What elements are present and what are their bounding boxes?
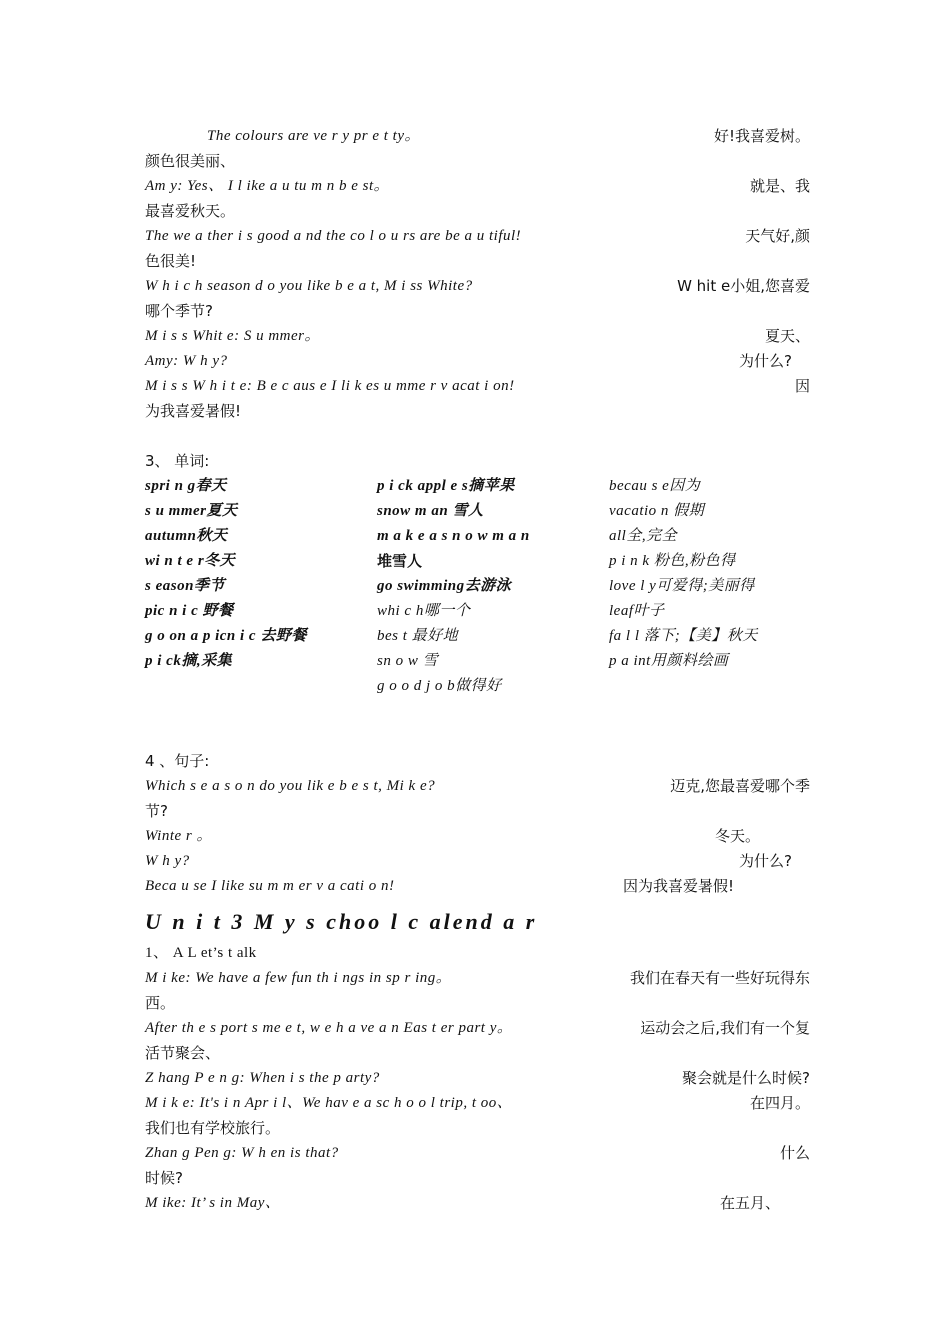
dialogue-line: Amy: W h y? 为什么? — [145, 352, 792, 370]
cn-continuation: 最喜爱秋天。 — [145, 202, 236, 220]
section-heading-talk: 1、 A L et’s t alk — [145, 945, 257, 961]
vocab-item: s eason季节 — [145, 578, 225, 594]
vocab-item: 堆雪人 — [377, 552, 423, 570]
dialogue-line: M ike: It’ s in May、 在五月、 — [145, 1194, 780, 1212]
cn-continuation: 色很美! — [145, 252, 197, 270]
dialogue-line: Zhan g Pen g: W h en is that? 什么 — [145, 1144, 810, 1162]
vocab-item: all全,完全 — [609, 528, 678, 544]
vocab-item: spri n g春天 — [145, 478, 227, 494]
sentence-line: Which s e a s o n do you lik e b e s t, Mi k e? 迈克,您最喜爱哪个季 — [145, 777, 810, 795]
vocab-item: snow m an 雪人 — [377, 503, 484, 519]
dialogue-line: M i s s Whit e: S u mmer。 夏天、 — [145, 327, 810, 345]
dialogue-line: The colours are ve r y pr e t ty。 好!我喜爱树。 — [145, 124, 810, 149]
sentence-line: Beca u se I like su m m er v a cati o n! 因为我喜爱暑假! — [145, 877, 734, 895]
dialogue-line: W h i c h season d o you like b e a t, M i ss White? W hit e小姐,您喜爱 — [145, 277, 810, 295]
dialogue-1 — [145, 124, 810, 424]
vocab-table — [145, 474, 810, 699]
vocab-item: autumn秋天 — [145, 528, 228, 544]
vocab-item: whi c h哪一个 — [377, 603, 471, 619]
dialogue-line: After th e s port s me e t, w e h a ve a n Eas t er part y。 运动会之后,我们有一个复 — [145, 1019, 810, 1037]
section-heading-vocab: 3、 单词: — [145, 452, 210, 470]
vocab-item: m a k e a s n o w m a n — [377, 528, 530, 544]
dialogue-line: Z hang P e n g: When i s the p arty? 聚会就是什么时候? — [145, 1069, 810, 1087]
unit-title: U n i t 3 M y s choo l c alend a r — [145, 909, 538, 934]
vocab-item: pic n i c 野餐 — [145, 603, 234, 619]
cn-line-1a: 好!我喜爱树。 — [713, 127, 810, 145]
vocab-item: bes t 最好地 — [377, 628, 459, 644]
vocab-item: g o on a p icn i c 去野餐 — [145, 628, 307, 644]
cn-continuation: 为我喜爱暑假! — [145, 402, 242, 420]
vocab-item: wi n t e r冬天 — [145, 553, 236, 569]
vocab-item: love l y可爱得;美丽得 — [609, 578, 755, 594]
vocab-item: s u mmer夏天 — [145, 503, 238, 519]
section-heading-sentences: 4 、句子: — [145, 752, 210, 770]
sentence-line: Winte r 。 冬天。 — [145, 827, 760, 845]
vocab-item: p i n k 粉色,粉色得 — [609, 553, 736, 569]
document-page — [145, 124, 810, 1216]
vocab-item: fa l l 落下;【美】秋天 — [609, 628, 758, 644]
vocab-col-2 — [377, 474, 609, 699]
vocab-item: p i ck appl e s摘苹果 — [377, 478, 515, 494]
vocab-item: leaf叶子 — [609, 603, 665, 619]
cn-continuation: 活节聚会、 — [145, 1044, 221, 1062]
dialogue-line: M i k e: It's i n Apr i l、We hav e a sc h o o l trip, t oo、 在四月。 — [145, 1094, 810, 1112]
dialogue-line: The we a ther i s good a nd the co l o u rs are be a u tiful! 天气好,颜 — [145, 227, 810, 245]
vocab-item: vacatio n 假期 — [609, 503, 705, 519]
vocab-col-3 — [609, 474, 809, 699]
vocab-item: p a int用颜料绘画 — [609, 653, 729, 669]
sentences — [145, 774, 810, 899]
cn-continuation: 颜色很美丽、 — [145, 152, 236, 170]
dialogue-line: M i ke: We have a few fun th i ngs in sp r ing。 我们在春天有一些好玩得东 — [145, 969, 810, 987]
vocab-item: p i ck摘,采集 — [145, 653, 233, 669]
vocab-item: becau s e因为 — [609, 478, 701, 494]
cn-continuation: 我们也有学校旅行。 — [145, 1119, 281, 1137]
cn-continuation: 时候? — [145, 1169, 183, 1187]
vocab-item: sn o w 雪 — [377, 653, 439, 669]
sentence-line: W h y? 为什么? — [145, 852, 792, 870]
vocab-item: g o o d j o b做得好 — [377, 678, 502, 694]
dialogue-2 — [145, 966, 810, 1216]
vocab-col-1 — [145, 474, 377, 699]
dialogue-line: Am y: Yes、 I l ike a u tu m n b e st。 就是、我 — [145, 177, 810, 195]
vocab-item: go swimming去游泳 — [377, 578, 512, 594]
cn-continuation: 节? — [145, 802, 168, 820]
dialogue-line: M i s s W h i t e: B e c aus e I li k es u mme r v acat i on! 因 — [145, 377, 810, 395]
cn-continuation: 西。 — [145, 994, 176, 1012]
cn-continuation: 哪个季节? — [145, 302, 213, 320]
